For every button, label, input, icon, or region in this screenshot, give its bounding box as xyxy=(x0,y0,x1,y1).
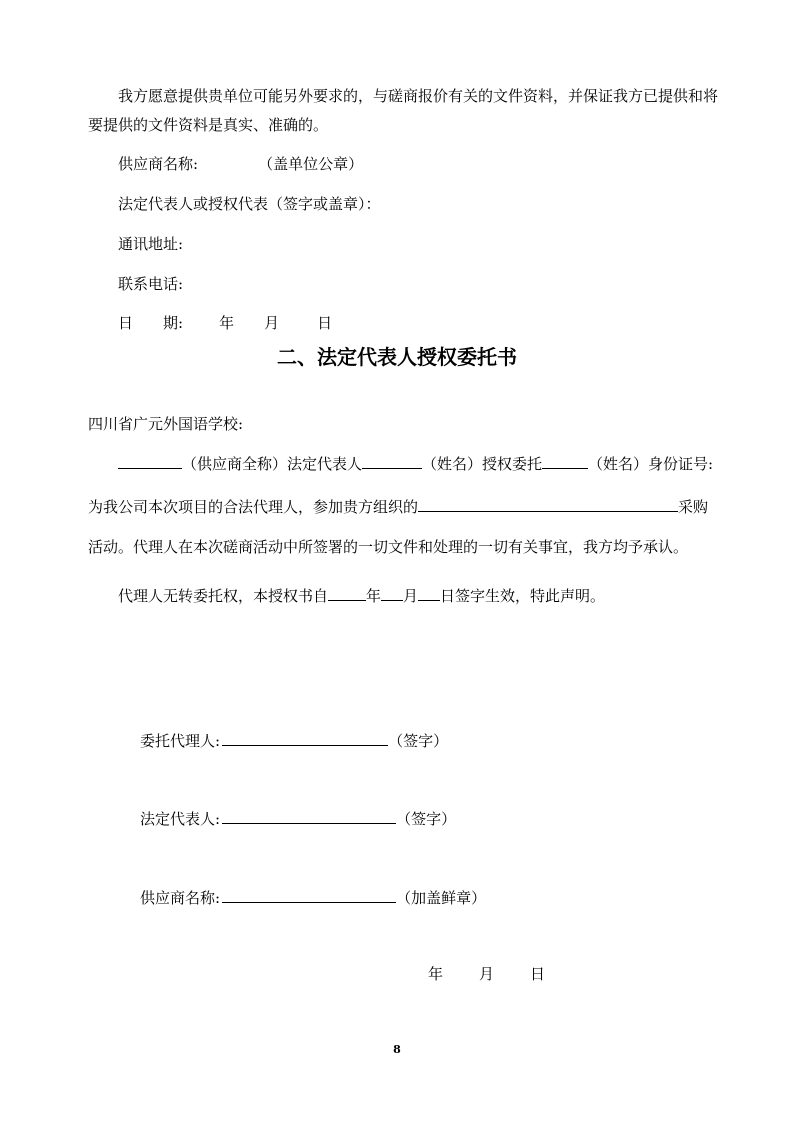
supplier-label: 供应商名称: xyxy=(140,889,221,907)
procurement-text-end: 采购 xyxy=(678,498,709,516)
authorization-paragraph-2 xyxy=(88,495,708,517)
effective-year-label: 年 xyxy=(366,587,382,605)
procurement-text-start: 为我公司本次项目的合法代理人，参加贵方组织的 xyxy=(88,498,419,516)
legal-rep-name-blank[interactable] xyxy=(362,452,422,469)
authorization-title: 二、法定代表人授权委托书 xyxy=(277,345,517,369)
project-name-blank[interactable] xyxy=(418,495,678,512)
agent-signature-row xyxy=(140,729,448,751)
legal-rep-signature-blank[interactable] xyxy=(222,807,396,824)
declaration-paragraph-line-1: 我方愿意提供贵单位可能另外要求的，与磋商报价有关的文件资料，并保证我方已提供和将 xyxy=(118,87,719,105)
supplier-full-name-blank[interactable] xyxy=(118,452,182,469)
supplier-name-label: 供应商名称: xyxy=(118,155,199,173)
effective-text-start: 代理人无转委托权，本授权书自 xyxy=(118,587,329,605)
effective-text-end: 日签字生效，特此声明。 xyxy=(440,587,606,605)
authorize-text: （姓名）授权委托 xyxy=(422,455,543,473)
supplier-full-name-text: （供应商全称）法定代表人 xyxy=(182,455,363,473)
supplier-seal-row xyxy=(140,886,486,908)
supplier-note: （加盖鲜章） xyxy=(396,889,487,907)
authorization-date-row xyxy=(428,964,545,984)
authorization-date-day: 日 xyxy=(530,965,546,983)
recipient-line: 四川省广元外国语学校: xyxy=(88,415,244,433)
supplier-seal-blank[interactable] xyxy=(222,886,396,903)
effective-year-blank[interactable] xyxy=(328,584,366,601)
legal-rep-or-agent-label: 法定代表人或授权代表（签字或盖章）： xyxy=(118,195,381,213)
agent-note: （签字） xyxy=(388,732,449,750)
effective-month-blank[interactable] xyxy=(381,584,403,601)
legal-rep-note: （签字） xyxy=(396,810,457,828)
declaration-date-label: 日 期: xyxy=(118,314,184,332)
legal-rep-signature-row xyxy=(140,807,456,829)
authorization-paragraph-4 xyxy=(118,584,605,606)
declaration-date-year: 年 xyxy=(219,314,235,332)
agent-label: 委托代理人: xyxy=(140,732,221,750)
authorization-paragraph-1 xyxy=(118,452,713,474)
supplier-seal-note: （盖单位公章） xyxy=(258,155,364,173)
declaration-date-day: 日 xyxy=(317,314,333,332)
agent-name-blank[interactable] xyxy=(542,452,588,469)
effective-month-label: 月 xyxy=(403,587,419,605)
declaration-date-row xyxy=(118,313,332,333)
page-number: 8 xyxy=(393,1043,401,1056)
declaration-date-month: 月 xyxy=(264,314,280,332)
authorization-date-year: 年 xyxy=(428,965,444,983)
agent-signature-blank[interactable] xyxy=(222,729,388,746)
phone-label: 联系电话: xyxy=(118,275,184,293)
authorization-date-month: 月 xyxy=(479,965,495,983)
authorization-paragraph-3: 活动。代理人在本次磋商活动中所签署的一切文件和处理的一切有关事宜，我方均予承认。 xyxy=(88,538,689,556)
supplier-name-row xyxy=(118,154,363,174)
legal-rep-label: 法定代表人: xyxy=(140,810,221,828)
address-label: 通讯地址: xyxy=(118,235,184,253)
declaration-paragraph-line-2: 要提供的文件资料是真实、准确的。 xyxy=(88,116,329,134)
id-number-text: （姓名）身份证号: xyxy=(588,455,714,473)
effective-day-blank[interactable] xyxy=(418,584,440,601)
